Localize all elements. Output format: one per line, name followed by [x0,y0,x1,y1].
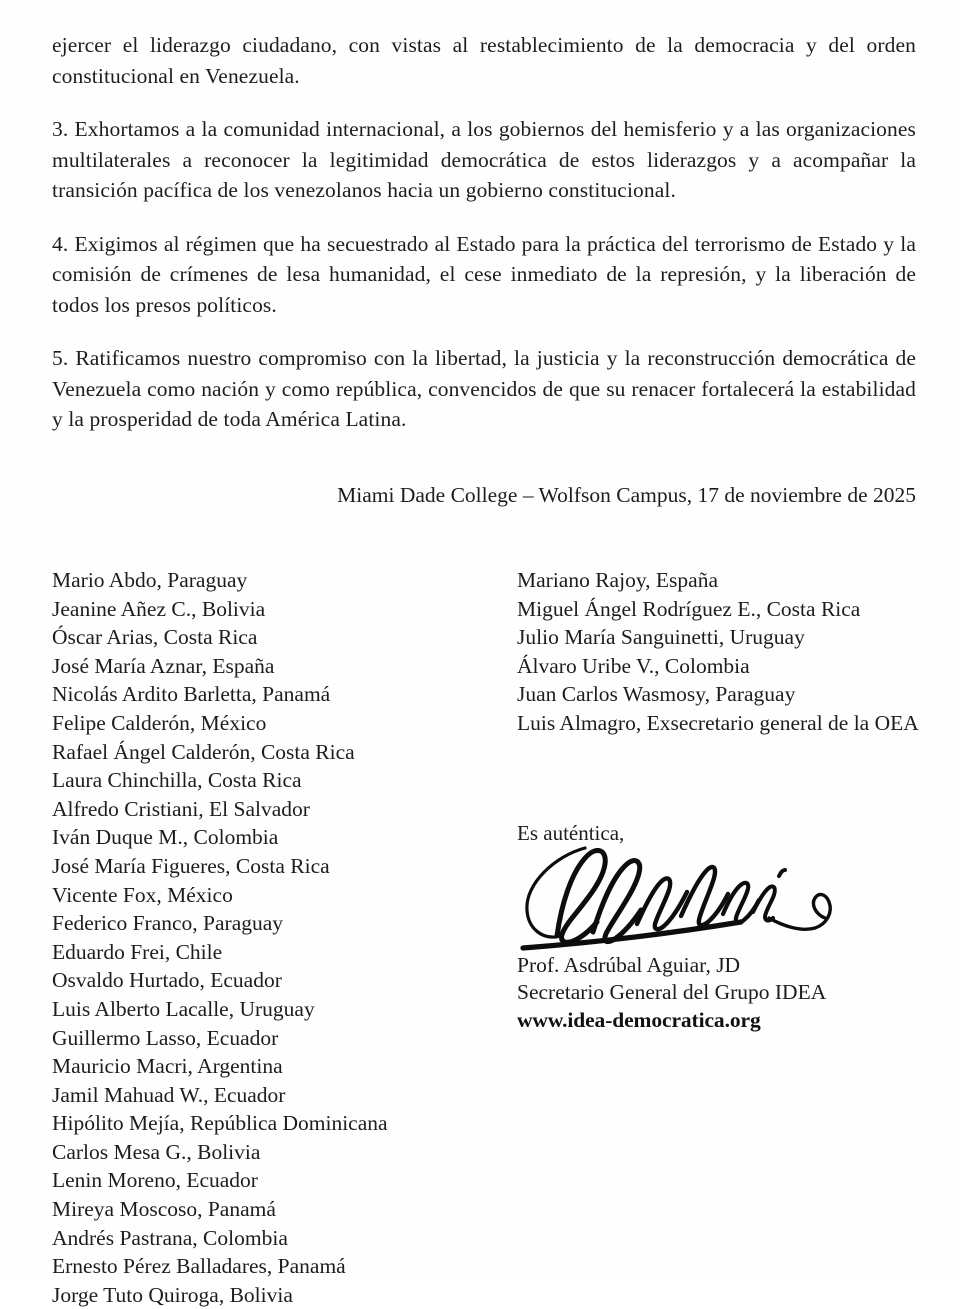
signatory-list-right [517,566,932,738]
list-item: Vicente Fox, México [52,882,233,907]
body-text-block [52,30,916,435]
paragraph-4: 4. Exigimos al régimen que ha secuestrado al Estado para la práctica del terrorismo de Estado y la comisión de crímenes de lesa humanidad, el cese inmediato de la represión, y la liberación de todos los presos políticos. [52,231,916,317]
list-item: Iván Duque M., Colombia [52,825,279,850]
list-item: Guillermo Lasso, Ecuador [52,1025,279,1050]
signer-name: Prof. Asdrúbal Aguiar, JD [517,953,741,977]
list-item: Eduardo Frei, Chile [52,939,223,964]
list-item: Andrés Pastrana, Colombia [52,1225,288,1250]
list-item: José María Aznar, España [52,653,275,678]
list-item: Ernesto Pérez Balladares, Panamá [52,1254,346,1279]
authentication-label: Es auténtica, [517,821,625,845]
list-item: Óscar Arias, Costa Rica [52,625,258,650]
list-item: Mario Abdo, Paraguay [52,568,248,592]
list-item: Mireya Moscoso, Panamá [52,1197,276,1222]
paragraph-3: 3. Exhortamos a la comunidad internacional, a los gobiernos del hemisferio y a las organizaciones multilaterales a reconocer la legitimidad democrática de estos liderazgos y a acompañar la transición pacífica de los venezolanos hacia un gobierno constitucional. [52,117,916,202]
list-item: Julio María Sanguinetti, Uruguay [517,625,805,650]
list-item: Miguel Ángel Rodríguez E., Costa Rica [517,596,861,621]
list-item: Nicolás Ardito Barletta, Panamá [52,682,331,707]
list-item: Luis Almagro, Exsecretario general de la OEA [517,710,919,735]
signatory-list-left [52,566,502,1309]
list-item: Jeanine Añez C., Bolivia [52,596,266,621]
list-item: Juan Carlos Wasmosy, Paraguay [517,682,796,707]
signatory-column-right [517,566,932,738]
list-item: Federico Franco, Paraguay [52,911,284,936]
list-item: Jamil Mahuad W., Ecuador [52,1082,286,1107]
list-item: Alfredo Cristiani, El Salvador [52,796,310,821]
organization-website: www.idea-democratica.org [517,1008,761,1032]
list-item: Carlos Mesa G., Bolivia [52,1139,261,1164]
paragraph-5: 5. Ratificamos nuestro compromiso con la libertad, la justicia y la reconstrucción democrática de Venezuela como nación y como república, convencidos de que su renacer fortalecerá la estabilidad y la prosperidad de toda América Latina. [52,346,916,431]
list-item: Laura Chinchilla, Costa Rica [52,768,302,793]
list-item: Luis Alberto Lacalle, Uruguay [52,996,315,1021]
signer-role: Secretario General del Grupo IDEA [517,980,827,1004]
list-item: Lenin Moreno, Ecuador [52,1168,258,1193]
signatory-column-left [52,566,502,1309]
signatory-section [52,566,932,1307]
list-item: Álvaro Uribe V., Colombia [517,653,750,678]
paragraph-continuation: ejercer el liderazgo ciudadano, con vistas al restablecimiento de la democracia y del orden constitucional en Venezuela. [52,33,916,88]
list-item: Osvaldo Hurtado, Ecuador [52,968,282,993]
signature-block [517,820,937,1035]
list-item: Hipólito Mejía, República Dominicana [52,1111,388,1136]
list-item: Felipe Calderón, México [52,710,267,735]
list-item: Mauricio Macri, Argentina [52,1054,283,1079]
list-item: José María Figueres, Costa Rica [52,853,330,878]
list-item: Mariano Rajoy, España [517,568,719,592]
handwritten-signature-icon [515,840,845,952]
list-item: Jorge Tuto Quiroga, Bolivia [52,1282,293,1307]
dateline: Miami Dade College – Wolfson Campus, 17 de noviembre de 2025 [337,483,916,507]
list-item: Rafael Ángel Calderón, Costa Rica [52,739,355,764]
